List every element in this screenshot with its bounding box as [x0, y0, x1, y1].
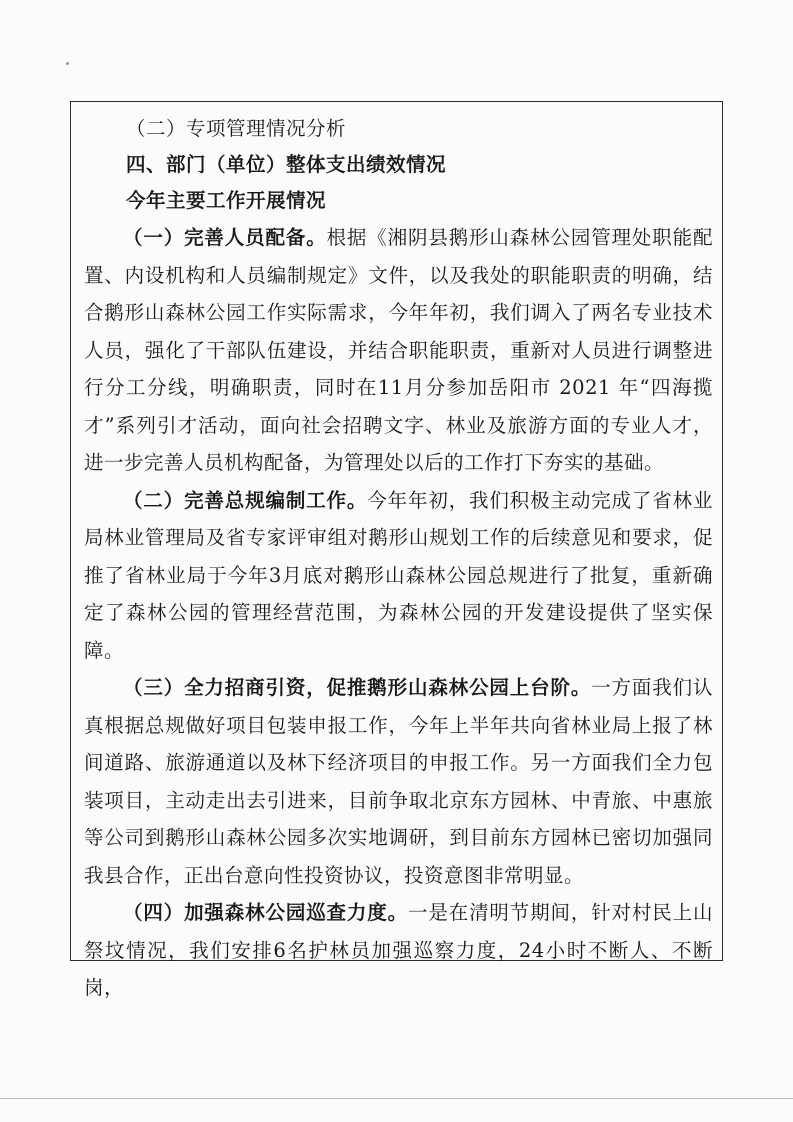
paragraph-investment — [84, 669, 713, 894]
section-heading: 四、部门（单位）整体支出绩效情况 — [126, 153, 447, 176]
page-bottom-rule — [0, 1098, 793, 1099]
paragraph-lead: （二）完善总规编制工作。 — [123, 488, 368, 512]
subtitle-heading: 今年主要工作开展情况 — [126, 189, 327, 212]
paragraph-patrol — [84, 894, 713, 1007]
subsection-heading: （二）专项管理情况分析 — [126, 117, 347, 140]
paragraph-text: 根据《湘阴县鹅形山森林公园管理处职能配置、内设机构和人员编制规定》文件，以及我处的职能职责的明确，结合鹅形山森林公园工作实际需求，今年年初，我们调入了两名专业技术人员，强化了干部队伍建设，并结合职能职责，重新对人员进行调整进行分工分线，明确职责，同时在11月分参加岳阳市 2021 年“四海揽才”系列引才活动，面向社会招聘文字、林业及旅游方面的专业人才，进一步完善人员机构配备，为管理处以后的工作打下夯实的基础。 — [84, 226, 713, 474]
paragraph-text: 一方面我们认真根据总规做好项目包装申报工作，今年上半年共向省林业局上报了林间道路、旅游通道以及林下经济项目的申报工作。另一方面我们全力包装项目，主动走出去引进来，目前争取北京东方园林、中青旅、中惠旅等公司到鹅形山森林公园多次实地调研，到目前东方园林已密切加强同我县合作，正出台意向性投资协议，投资意图非常明显。 — [84, 676, 713, 887]
scan-speck — [66, 62, 69, 65]
paragraph-staffing — [84, 219, 713, 482]
paragraph-lead: （一）完善人员配备。 — [123, 226, 327, 249]
paragraph-planning — [84, 482, 713, 670]
paragraph-text: 一是在清明节期间，针对村民上山祭坟情况，我们安排6名护林员加强巡察力度，24小时不断人、不断岗， — [84, 901, 713, 999]
paragraph-text: 今年年初，我们积极主动完成了省林业局林业管理局及省专家评审组对鹅形山规划工作的后续意见和要求，促推了省林业局于今年3月底对鹅形山森林公园总规进行了批复，重新确定了森林公园的管理经营范围，为森林公园的开发建设提供了坚实保障。 — [84, 488, 713, 662]
paragraph-lead: （三）全力招商引资，促推鹅形山森林公园上台阶。 — [123, 676, 592, 699]
paragraph-lead: （四）加强森林公园巡查力度。 — [123, 901, 408, 924]
document-body — [70, 101, 723, 999]
